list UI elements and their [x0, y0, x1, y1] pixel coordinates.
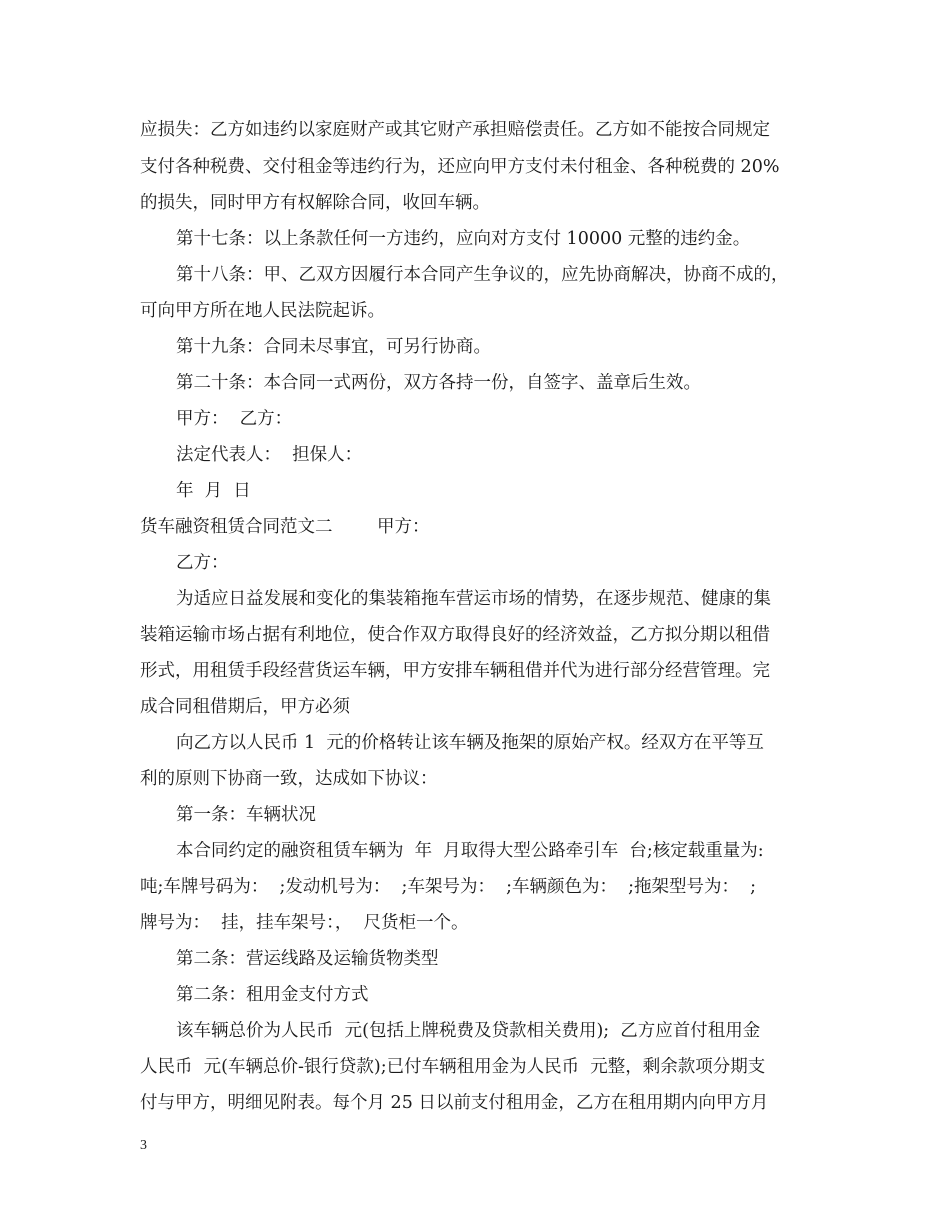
text-line: 利的原则下协商一致，达成如下协议： [140, 769, 438, 789]
text-line: 成合同租借期后，甲方必须 [140, 697, 350, 717]
text-line: 的损失，同时甲方有权解除合同，收回车辆。 [140, 193, 490, 213]
text-line: 该车辆总价为人民币 元(包括上牌税费及贷款相关费用); 乙方应首付租用金 [176, 1021, 761, 1041]
text-line: 向乙方以人民币 1 元的价格转让该车辆及拖架的原始产权。经双方在平等互 [176, 733, 764, 753]
text-line: 乙方： [176, 553, 229, 573]
text-line: 为适应日益发展和变化的集装箱拖车营运市场的情势，在逐步规范、健康的集 [176, 589, 771, 609]
text-line: 第一条：车辆状况 [176, 805, 316, 825]
text-line: 可向甲方所在地人民法院起诉。 [140, 301, 385, 321]
text-line: 形式，用租赁手段经营货运车辆，甲方安排车辆租借并代为进行部分经营管理。完 [140, 661, 770, 681]
text-line: 本合同约定的融资租赁车辆为 年 月取得大型公路牵引车 台;核定载重量为: [176, 841, 764, 861]
text-line: 第十七条：以上条款任何一方违约，应向对方支付 10000 元整的违约金。 [176, 229, 751, 249]
text-line: 吨;车牌号码为： ;发动机号为： ;车架号为： ;车辆颜色为： ;拖架型号为： ; [140, 877, 757, 897]
text-line: 人民币 元(车辆总价-银行贷款);已付车辆租用金为人民币 元整，剩余款项分期支 [140, 1057, 766, 1077]
text-line: 支付各种税费、交付租金等违约行为，还应向甲方支付未付租金、各种税费的 20% [140, 157, 780, 177]
text-line: 装箱运输市场占据有利地位，使合作双方取得良好的经济效益，乙方拟分期以租借 [140, 625, 770, 645]
text-line: 法定代表人： 担保人： [176, 445, 363, 465]
text-line: 第二条：营运线路及运输货物类型 [176, 949, 439, 969]
text-line: 应损失：乙方如违约以家庭财产或其它财产承担赔偿责任。乙方如不能按合同规定 [140, 120, 770, 140]
page-number: 3 [140, 1138, 147, 1153]
text-line: 第二条：租用金支付方式 [176, 985, 369, 1005]
text-line: 第十八条：甲、乙双方因履行本合同产生争议的，应先协商解决，协商不成的， [176, 265, 789, 285]
text-line: 付与甲方，明细见附表。每个月 25 日以前支付租用金，乙方在租用期内向甲方月 [140, 1093, 769, 1113]
text-line: 第二十条：本合同一式两份，双方各持一份，自签字、盖章后生效。 [176, 373, 701, 393]
section-heading: 货车融资租赁合同范文二 甲方： [140, 517, 430, 537]
text-line: 第十九条：合同未尽事宜，可另行协商。 [176, 337, 491, 357]
text-line: 年 月 日 [176, 481, 251, 501]
text-line: 牌号为： 挂，挂车架号：， 尺货柜一个。 [140, 913, 469, 933]
text-line: 甲方： 乙方： [176, 409, 293, 429]
